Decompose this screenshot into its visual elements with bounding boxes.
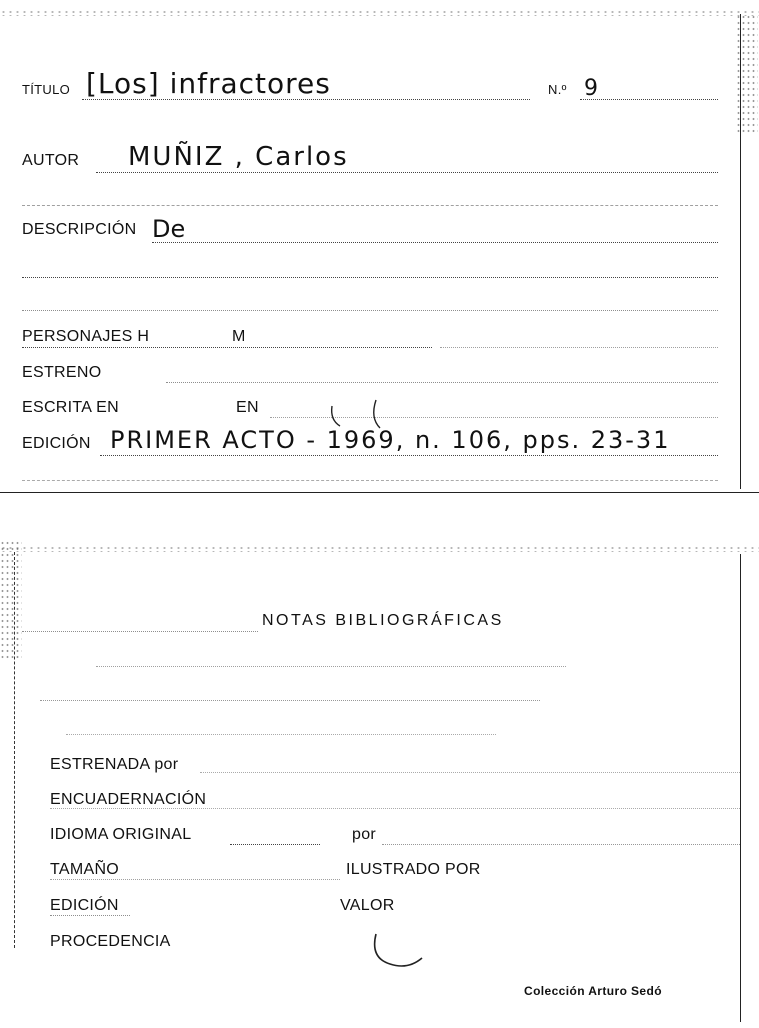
procedencia-label: PROCEDENCIA	[50, 933, 171, 950]
notas-line-1	[96, 666, 566, 667]
card-right-edge	[740, 554, 741, 1022]
titulo-label: TÍTULO	[22, 82, 71, 97]
catalog-card-back	[0, 540, 759, 1028]
numero-label: N.º	[548, 82, 567, 97]
personajes-line-2	[440, 347, 718, 348]
estrenada-line	[200, 772, 740, 773]
notas-heading: NOTAS BIBLIOGRÁFICAS	[262, 612, 504, 629]
titulo-value: [Los] infractores	[86, 67, 331, 100]
numero-value: 9	[584, 76, 598, 101]
personajes-line	[22, 347, 432, 348]
card-top-edge	[0, 10, 759, 16]
personajes-h-label: PERSONAJES H	[22, 328, 150, 345]
catalog-card-front	[0, 0, 759, 495]
valor-label: VALOR	[340, 897, 395, 914]
autor-extra-line	[22, 205, 718, 206]
edicion-extra-line	[22, 480, 718, 481]
edicion-back-label: EDICIÓN	[50, 897, 119, 914]
tamano-line	[50, 879, 340, 880]
scan-speckles	[0, 540, 22, 660]
heading-line-left	[22, 631, 258, 632]
escrita-en-label: EN	[236, 399, 259, 416]
collection-footer: Colección Arturo Sedó	[524, 984, 662, 998]
numero-line	[580, 99, 718, 100]
personajes-m-label: M	[232, 328, 246, 345]
descripcion-line	[152, 242, 718, 243]
estreno-label: ESTRENO	[22, 364, 102, 381]
descripcion-line-3	[22, 310, 718, 311]
idioma-por-line	[382, 844, 740, 845]
estreno-line	[166, 382, 718, 383]
notas-line-2	[40, 700, 540, 701]
descripcion-value: De	[152, 215, 186, 243]
encuadernacion-label: ENCUADERNACIÓN	[50, 791, 207, 808]
autor-label: AUTOR	[22, 152, 80, 169]
ilustrado-label: ILUSTRADO POR	[346, 861, 481, 878]
pencil-mark	[368, 930, 438, 980]
tamano-label: TAMAÑO	[50, 861, 120, 878]
edicion-label: EDICIÓN	[22, 435, 91, 452]
encuadernacion-line	[50, 808, 740, 809]
scan-speckles	[736, 14, 758, 134]
notas-line-3	[66, 734, 496, 735]
escrita-label: ESCRITA EN	[22, 399, 119, 416]
idioma-line	[230, 844, 320, 845]
edicion-value: PRIMER ACTO - 1969, n. 106, pps. 23-31	[110, 426, 671, 454]
estrenada-label: ESTRENADA por	[50, 756, 179, 773]
edicion-back-line	[50, 915, 130, 916]
card-top-edge	[0, 546, 759, 552]
edicion-line	[100, 455, 718, 456]
card-bottom-edge	[0, 492, 759, 493]
autor-value: MUÑIZ , Carlos	[128, 142, 349, 172]
descripcion-line-2	[22, 277, 718, 278]
autor-line	[96, 172, 718, 173]
idioma-label: IDIOMA ORIGINAL	[50, 826, 192, 843]
idioma-por-label: por	[352, 826, 377, 843]
pencil-mark	[320, 398, 390, 438]
descripcion-label: DESCRIPCIÓN	[22, 221, 137, 238]
